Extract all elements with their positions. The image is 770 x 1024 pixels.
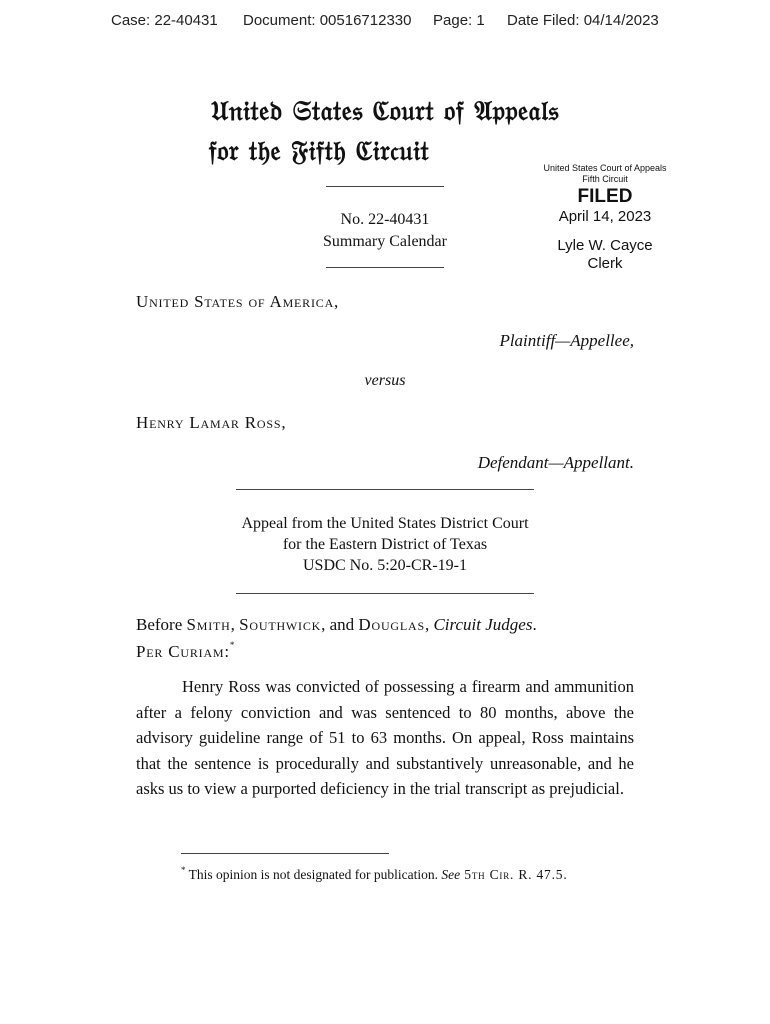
stamp-filed-date: April 14, 2023: [558, 208, 652, 225]
footnote-see: See: [441, 867, 461, 882]
judge-southwick: Southwick: [239, 615, 322, 634]
stamp-circuit: Fifth Circuit: [582, 174, 628, 184]
plaintiff-name: United States of America,: [136, 292, 340, 311]
calendar-type: Summary Calendar: [323, 233, 447, 250]
per-curiam-label: Per Curiam:: [136, 642, 230, 661]
divider-rule: [326, 267, 444, 268]
appeal-origin: [185, 513, 585, 576]
judge-smith: Smith: [186, 615, 231, 634]
court-title-line2: 𝔣𝔬𝔯 𝔱𝔥𝔢 𝔉𝔦𝔣𝔱𝔥 ℭ𝔦𝔯𝔠𝔲𝔦𝔱: [208, 136, 430, 167]
appeal-line2: for the Eastern District of Texas: [282, 536, 488, 553]
page-number-header: Page: 1: [433, 12, 485, 29]
panel-before: Before: [136, 615, 183, 634]
footnote-citation: 5th Cir. R. 47.5.: [460, 867, 568, 882]
opinion-paragraph: Henry Ross was convicted of possessing a firearm and ammunition after a felony conviction and was sentenced to 80 months, above the advisory guideline range of 51 to 63 months. On appeal, Ross maintains that the sentence is procedurally and substantively unreasonable, and he asks us to view a purported deficiency in the trial transcript as prejudicial.: [136, 677, 634, 798]
panel-title: Circuit Judges: [433, 615, 533, 634]
plaintiff-role: Plaintiff—Appellee,: [499, 331, 634, 350]
panel-separator: ,: [424, 615, 434, 634]
footnote-rule: [181, 853, 389, 854]
footnote: [181, 867, 568, 883]
versus-label: versus: [364, 372, 406, 389]
case-number-header: Case: 22-40431: [111, 12, 218, 29]
appeal-line3: USDC No. 5:20-CR-19-1: [302, 557, 467, 574]
panel-line: [136, 615, 537, 635]
stamp-court-name: United States Court of Appeals: [543, 163, 667, 173]
divider-rule: [326, 186, 444, 187]
panel-separator: ,: [230, 615, 240, 634]
appeal-line1: Appeal from the United States District Court: [241, 515, 529, 532]
footnote-text: This opinion is not designated for publication.: [185, 867, 442, 882]
defendant-role: Defendant—Appellant.: [477, 453, 634, 472]
case-number: No. 22-40431: [340, 211, 430, 228]
per-curiam-heading: [136, 642, 235, 662]
stamp-clerk-name: Lyle W. Cayce: [557, 237, 653, 254]
stamp-clerk-title: Clerk: [587, 255, 623, 272]
filing-header: [111, 12, 730, 34]
footnote-mark: *: [181, 865, 186, 875]
document-number-header: Document: 00516712330: [243, 12, 412, 29]
footnote-reference: *: [229, 640, 236, 650]
divider-rule: [236, 489, 534, 490]
date-filed-header: Date Filed: 04/14/2023: [507, 12, 659, 29]
panel-separator: , and: [321, 615, 359, 634]
court-title-line1: 𝔘𝔫𝔦𝔱𝔢𝔡 𝔖𝔱𝔞𝔱𝔢𝔰 ℭ𝔬𝔲𝔯𝔱 𝔬𝔣 𝔄𝔭𝔭𝔢𝔞𝔩𝔰: [211, 96, 559, 127]
divider-rule: [236, 593, 534, 594]
panel-end: .: [532, 615, 537, 634]
stamp-filed-status: FILED: [577, 186, 633, 207]
opinion-body: [136, 674, 634, 802]
judge-douglas: Douglas: [358, 615, 425, 634]
defendant-name: Henry Lamar Ross,: [136, 413, 287, 432]
